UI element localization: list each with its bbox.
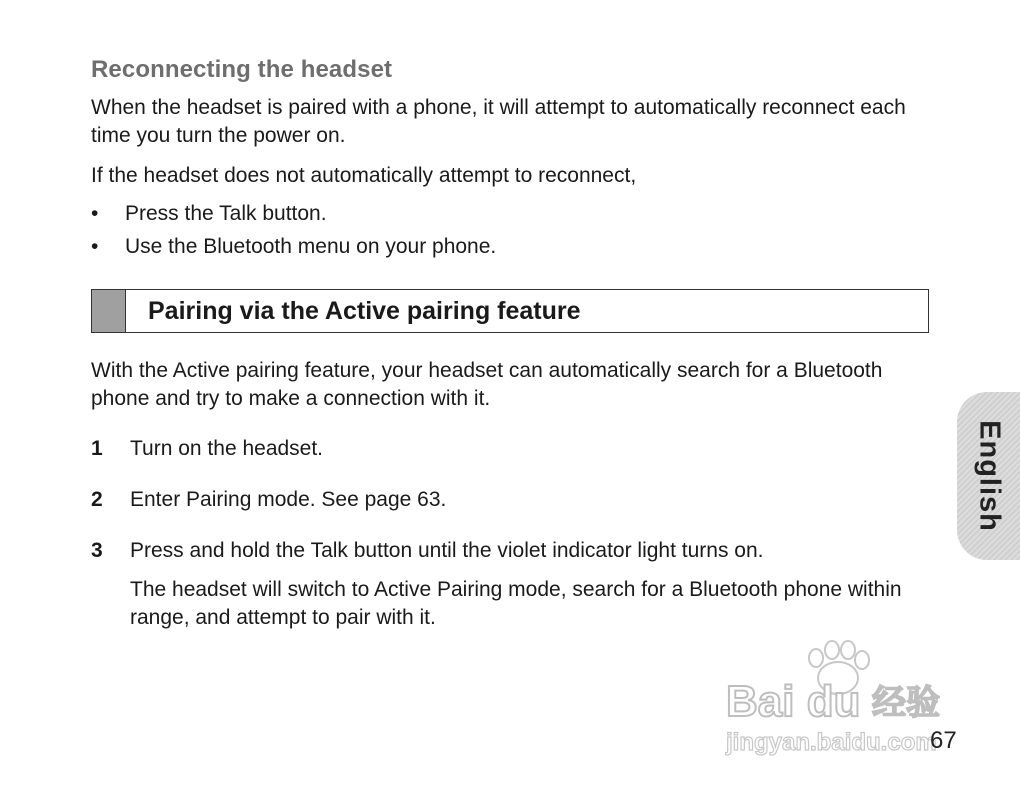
step-text: Enter Pairing mode. See page 63. [130, 488, 447, 511]
feature-title: Pairing via the Active pairing feature [148, 296, 581, 325]
bullet-text: Use the Bluetooth menu on your phone. [125, 235, 497, 258]
list-item [91, 233, 496, 261]
step-item [91, 435, 931, 463]
bullet-icon: • [91, 202, 99, 225]
feature-heading-box [91, 289, 929, 333]
watermark-brand: Bai du [726, 677, 861, 726]
step-number: 2 [91, 488, 103, 511]
bullet-icon: • [91, 235, 99, 258]
step-text: Turn on the headset. [130, 437, 324, 460]
language-tab [957, 392, 1020, 560]
bullet-list [91, 200, 496, 266]
heading-swatch [92, 290, 126, 332]
feature-intro: With the Active pairing feature, your headset can automatically search for a Bluetooth phone and try to make a connection with it. [91, 359, 883, 410]
reconnect-condition: If the headset does not automatically attempt to reconnect, [91, 164, 637, 187]
page-number: 67 [930, 727, 957, 754]
list-item [91, 200, 496, 228]
bullet-text: Press the Talk button. [125, 202, 327, 225]
watermark-cn: 经验 [872, 683, 940, 723]
step-text: Press and hold the Talk button until the violet indicator light turns on. [130, 539, 764, 562]
watermark-url: jingyan.baidu.com [726, 729, 937, 756]
step-note: The headset will switch to Active Pairing mode, search for a Bluetooth phone within range, and attempt to pair with it. [130, 578, 902, 629]
step-number: 3 [91, 539, 103, 562]
reconnect-paragraph: When the headset is paired with a phone, it will attempt to automatically reconnect each time you turn the power on. [91, 96, 906, 147]
step-item [91, 537, 931, 632]
step-number: 1 [91, 437, 103, 460]
step-item [91, 486, 931, 514]
step-list [91, 435, 931, 655]
baidu-watermark [720, 640, 960, 760]
language-label: English [973, 420, 1005, 532]
section-title: Reconnecting the headset [91, 56, 393, 83]
